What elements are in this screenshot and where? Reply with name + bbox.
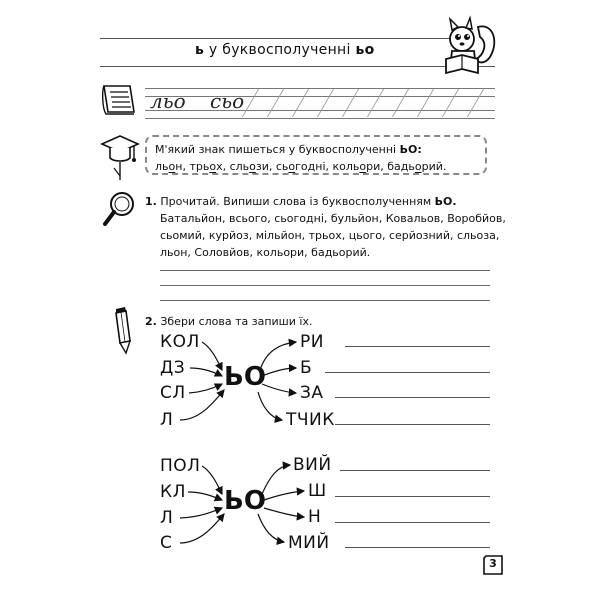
syllable-left: С (160, 533, 173, 553)
example-word: трьох, (189, 160, 227, 173)
syllable-right: Ш (308, 481, 327, 501)
title-text: у буквосполученні (208, 42, 351, 58)
syllable-left: ПОЛ (160, 456, 201, 476)
answer-line[interactable] (345, 547, 490, 548)
task2-number: 2. (145, 315, 157, 328)
example-word: сльози, (229, 160, 273, 173)
answer-line[interactable] (325, 372, 490, 373)
rule-text: М'який знак пишеться у буквосполученні (155, 143, 397, 156)
title-combo: ьо (355, 42, 375, 58)
task1-text: Прочитай. Випиши слова із буквосполученням (160, 195, 432, 208)
syllable-left: Л (160, 410, 174, 430)
example-word: льон, (155, 160, 186, 173)
task2-text: Збери слова та запиши їх. (160, 315, 313, 328)
page-number-text: 3 (489, 557, 497, 570)
syllable-left: КЛ (160, 482, 186, 502)
syllable-left: Л (160, 508, 174, 528)
answer-line[interactable] (335, 496, 490, 497)
syllable-right: ЗА (300, 383, 324, 403)
page-number (482, 554, 504, 576)
task1-text-line-3: льон, Соловйов, кольори, бадьорий. (160, 246, 371, 259)
syllable-right: РИ (300, 332, 324, 352)
task1-combo: ЬО. (434, 195, 457, 208)
center-combo: ЬО (224, 362, 266, 392)
syllable-right: Б (300, 358, 313, 378)
answer-line[interactable] (335, 397, 490, 398)
handwriting-sample-1: льо (150, 89, 186, 113)
task1-text-line-2: сьомий, курйоз, мільйон, трьох, цього, серйозний, сльоза, (160, 229, 500, 242)
answer-line[interactable] (345, 346, 490, 347)
answer-line[interactable] (340, 470, 490, 471)
example-word: кольори, (332, 160, 384, 173)
task1-number: 1. (145, 195, 157, 208)
syllable-right: ВИЙ (293, 455, 332, 475)
rule-combo: ЬО: (399, 143, 422, 156)
handwriting-sample-2: сьо (210, 89, 245, 113)
example-word: бадьорий. (387, 160, 447, 173)
answer-line[interactable] (335, 424, 490, 425)
syllable-right: Н (308, 507, 322, 527)
task1-text-line-1: Батальйон, всього, сьогодні, бульйон, Ковальов, Воробйов, (160, 212, 506, 225)
answer-line[interactable] (335, 522, 490, 523)
example-word: сьогодні, (275, 160, 329, 173)
syllable-right: ТЧИК (286, 410, 335, 430)
title-letter: ь (195, 42, 205, 58)
center-combo: ЬО (224, 486, 266, 516)
syllable-left: ДЗ (160, 358, 186, 378)
syllable-right: МИЙ (288, 533, 330, 553)
syllable-left: КОЛ (160, 332, 200, 352)
syllable-left: СЛ (160, 383, 186, 403)
